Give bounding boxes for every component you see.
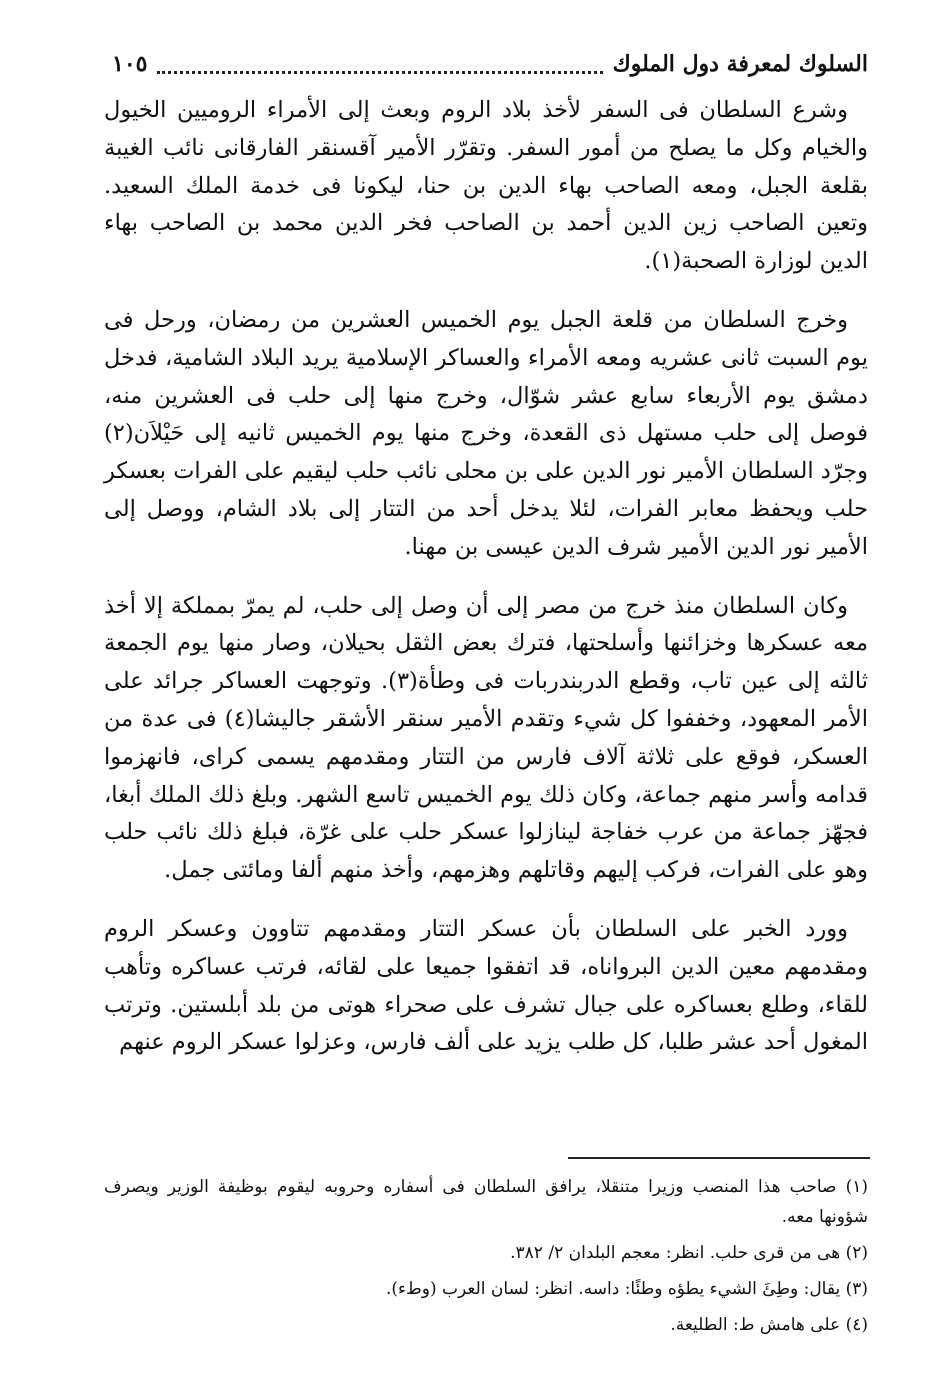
- header-leader-dots: [157, 55, 602, 74]
- footnote: (٣) يقال: وطِئَ الشيء يطؤه وطئًا: داسه. انظر: لسان العرب (وطء).: [386, 1279, 868, 1299]
- footnote: (٤) على هامش ط: الطليعة.: [670, 1315, 868, 1335]
- main-text: [104, 92, 868, 1083]
- footnotes: [104, 1172, 868, 1346]
- paragraph: وكان السلطان منذ خرج من مصر إلى أن وصل إلى حلب، لم يمرّ بمملكة إلا أخذ معه عسكرها وخزائنها وأسلحتها، فترك بعض الثقل بحيلان، وصار منها يوم الجمعة ثالثه إلى عين تاب، وقطع الدربندربات فى وطأة(٣). وتوجهت العساكر جرائد على الأمر المعهود، وخففوا كل شيء وتقدم الأمير سنقر الأشقر جاليشا(٤) فى عدة من العسكر، فوقع على ثلاثة آلاف فارس من التتار ومقدمهم يسمى كراى، فانهزموا قدامه وأسر منهم جماعة، وكان ذلك يوم الخميس تاسع الشهر. وبلغ ذلك الملك أبغا، فجهّز جماعة من عرب خفاجة لينازلوا عسكر حلب على غرّة، فبلغ ذلك نائب حلب وهو على الفرات، فركب إليهم وقاتلهم وهزمهم، وأخذ منهم ألفا ومائتى جمل.: [104, 592, 868, 884]
- book-title: السلوك لمعرفة دول الملوك: [612, 51, 868, 77]
- paragraph: وورد الخبر على السلطان بأن عسكر التتار ومقدمهم تتاوون وعسكر الروم ومقدمهم معين الدين البرواناه، قد اتفقوا جميعا على لقائه، فرتب عساكره وتأهب للقاء، وطلع بعساكره على جبال تشرف على صحراء هوتى من بلد أبلستين. وترتب المغول أحد عشر طلبا، كل طلب يزيد على ألف فارس، وعزلوا عسكر الروم عنهم: [104, 915, 868, 1056]
- footnote-separator: [568, 1157, 870, 1159]
- footnote: (١) صاحب هذا المنصب وزيرا متنقلا، يرافق السلطان فى أسفاره وحروبه ليقوم بوظيفة الوزير ويصرف شؤونها معه.: [104, 1177, 868, 1227]
- running-header: [112, 44, 868, 84]
- paragraph: وخرج السلطان من قلعة الجبل يوم الخميس العشرين من رمضان، ورحل فى يوم السبت ثانى عشريه ومعه الأمراء والعساكر الإسلامية يريد البلاد الشامية، فدخل دمشق يوم الأربعاء سابع عشر شوّال، وخرج منها إلى حلب فى العشرين منه، فوصل إلى حلب مستهل ذى القعدة، وخرج منها يوم الخميس ثانيه إلى حَيْلاَن(٢) وجرّد السلطان الأمير نور الدين على بن محلى نائب حلب ليقيم على الفرات بعسكر حلب ويحفظ معابر الفرات، لئلا يدخل أحد من التتار إلى بلاد الشام، ووصل إلى الأمير نور الدين الأمير شرف الدين عيسى بن مهنا.: [104, 306, 868, 560]
- footnote: (٢) هى من قرى حلب. انظر: معجم البلدان ٢/ ٣٨٢.: [510, 1243, 868, 1263]
- paragraph: وشرع السلطان فى السفر لأخذ بلاد الروم وبعث إلى الأمراء الروميين الخيول والخيام وكل ما يصلح من أمور السفر. وتقرّر الأمير آقسنقر الفارقانى نائب الغيبة بقلعة الجبل، ومعه الصاحب بهاء الدين بن حنا، ليكونا فى خدمة الملك السعيد. وتعين الصاحب زين الدين أحمد بن الصاحب فخر الدين محمد بن الصاحب بهاء الدين لوزارة الصحبة(١).: [104, 97, 868, 275]
- page-number: ١٠٥: [112, 51, 148, 77]
